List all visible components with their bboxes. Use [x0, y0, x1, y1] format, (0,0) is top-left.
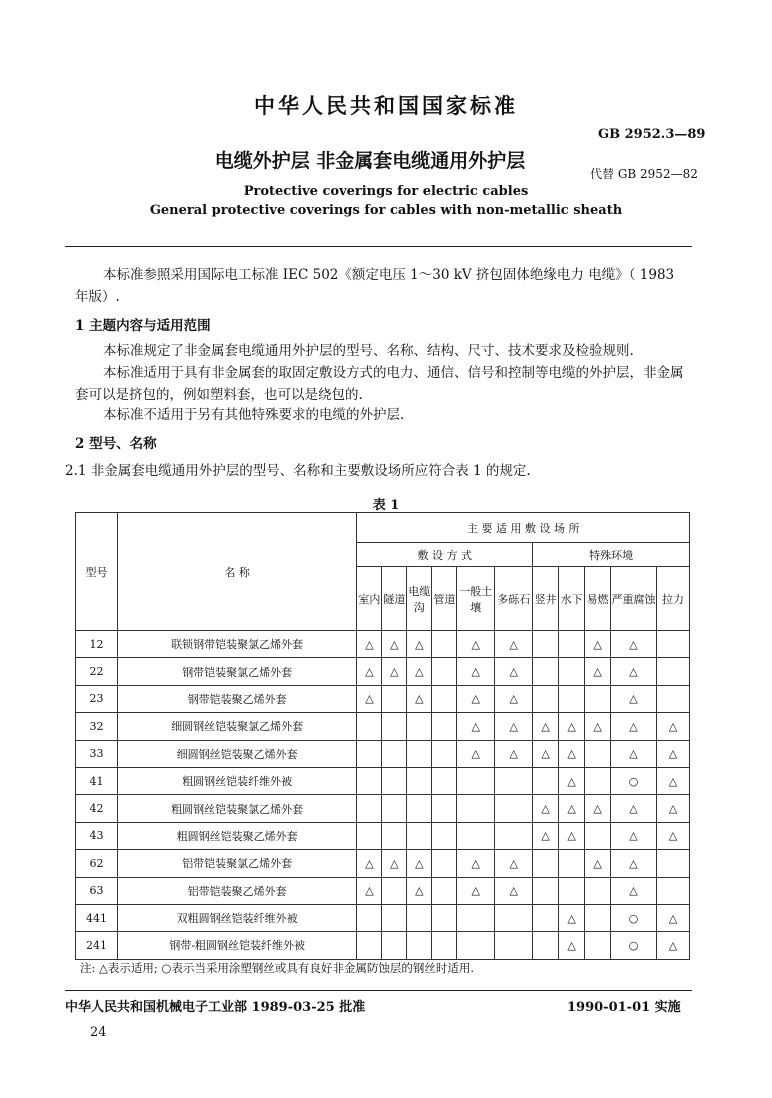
row-cell: △ [559, 904, 585, 931]
row-name: 细圆钢丝铠装聚乙烯外套 [117, 740, 356, 767]
title-chinese: 电缆外护层 非金属套电缆通用外护层 [214, 150, 526, 172]
row-cell [382, 822, 407, 849]
row-cell [533, 685, 559, 712]
row-cell: △ [357, 658, 382, 685]
row-cell: ○ [611, 904, 657, 931]
col-corrosion: 严重腐蚀 [611, 567, 657, 631]
top-rule [65, 246, 692, 247]
row-cell: △ [656, 713, 689, 740]
row-name: 铝带铠装聚氯乙烯外套 [117, 850, 356, 877]
row-cell: △ [495, 658, 533, 685]
row-cell: △ [357, 631, 382, 658]
col-tension: 拉力 [656, 567, 689, 631]
row-cell: △ [357, 850, 382, 877]
row-cell [457, 904, 495, 931]
row-model: 32 [76, 713, 118, 740]
row-model: 22 [76, 658, 118, 685]
row-cell: △ [611, 713, 657, 740]
row-cell: △ [495, 740, 533, 767]
section-1-title: 1 主题内容与适用范围 [75, 318, 211, 334]
row-cell: △ [585, 631, 611, 658]
row-cell: △ [559, 795, 585, 822]
row-cell: △ [559, 767, 585, 794]
section-1-paragraph-2: 本标准适用于具有非金属套的取固定敷设方式的电力、通信、信号和控制等电缆的外护层，非金属套可以是挤包的，例如塑料套，也可以是绕包的. [75, 365, 684, 403]
row-cell: △ [382, 850, 407, 877]
row-cell: △ [559, 740, 585, 767]
row-name: 钢带铠装聚氯乙烯外套 [117, 658, 356, 685]
row-cell [457, 932, 495, 959]
intro-paragraph: 本标准参照采用国际电工标准 IEC 502《额定电压 1～30 kV 挤包固体绝缘电力 电缆》（ 1983 年版）. [75, 267, 675, 305]
row-model: 241 [76, 932, 118, 959]
row-cell [533, 631, 559, 658]
row-cell: △ [495, 631, 533, 658]
row-cell: △ [656, 904, 689, 931]
row-cell: △ [407, 850, 432, 877]
row-cell: △ [495, 685, 533, 712]
table-row [76, 822, 690, 849]
row-model: 12 [76, 631, 118, 658]
row-name: 钢带铠装聚乙烯外套 [117, 685, 356, 712]
row-cell [533, 932, 559, 959]
row-cell [533, 904, 559, 931]
row-cell [559, 685, 585, 712]
table-row [76, 740, 690, 767]
row-cell [357, 795, 382, 822]
row-cell: △ [495, 877, 533, 904]
row-name: 双粗圆钢丝铠装纤维外被 [117, 904, 356, 931]
table-caption: 表 1 [372, 498, 400, 513]
table-row [76, 932, 690, 959]
row-cell [382, 932, 407, 959]
row-cell [656, 877, 689, 904]
row-cell: △ [533, 795, 559, 822]
table-row [76, 658, 690, 685]
row-cell [457, 767, 495, 794]
row-cell: △ [611, 658, 657, 685]
row-model: 33 [76, 740, 118, 767]
row-cell [585, 932, 611, 959]
table-row [76, 767, 690, 794]
row-cell [585, 904, 611, 931]
row-cell [495, 822, 533, 849]
table-row [76, 877, 690, 904]
row-cell: △ [656, 822, 689, 849]
table-row [76, 713, 690, 740]
row-cell [432, 658, 457, 685]
col-buried-general: 一般土壤 [457, 567, 495, 631]
row-cell [585, 685, 611, 712]
row-name: 钢带-粗圆钢丝铠装纤维外被 [117, 932, 356, 959]
row-cell [533, 767, 559, 794]
row-cell: △ [656, 795, 689, 822]
row-cell [533, 877, 559, 904]
header-special-env: 特殊环境 [533, 543, 690, 567]
row-model: 62 [76, 850, 118, 877]
row-cell: △ [357, 877, 382, 904]
row-name: 细圆钢丝铠装聚氯乙烯外套 [117, 713, 356, 740]
table-row [76, 850, 690, 877]
row-cell [495, 904, 533, 931]
row-cell [533, 658, 559, 685]
row-cell [407, 740, 432, 767]
implementation-date: 1990-01-01 实施 [567, 1000, 681, 1015]
header-laying-method: 敷 设 方 式 [357, 543, 533, 567]
row-cell [432, 685, 457, 712]
row-cell [382, 795, 407, 822]
row-cell: △ [559, 713, 585, 740]
row-name: 联锁钢带铠装聚氯乙烯外套 [117, 631, 356, 658]
row-cell [457, 822, 495, 849]
row-cell [432, 932, 457, 959]
row-cell: △ [533, 713, 559, 740]
row-cell [357, 713, 382, 740]
standard-number: GB 2952.3—89 [598, 127, 706, 142]
row-cell [357, 904, 382, 931]
row-cell [559, 658, 585, 685]
row-model: 441 [76, 904, 118, 931]
table-row [76, 685, 690, 712]
row-cell [533, 850, 559, 877]
row-cell: △ [382, 658, 407, 685]
row-cell: △ [457, 685, 495, 712]
row-cell: △ [611, 850, 657, 877]
col-buried-gravel: 多砾石 [495, 567, 533, 631]
col-indoor: 室内 [357, 567, 382, 631]
replaces-standard: 代替 GB 2952—82 [590, 167, 698, 181]
row-cell [495, 932, 533, 959]
row-model: 43 [76, 822, 118, 849]
row-cell: ○ [611, 767, 657, 794]
row-cell [432, 904, 457, 931]
row-cell: △ [495, 850, 533, 877]
bottom-rule [65, 990, 692, 991]
row-cell: △ [611, 631, 657, 658]
row-cell: △ [585, 795, 611, 822]
row-cell [382, 904, 407, 931]
row-cell: △ [357, 685, 382, 712]
table-row [76, 631, 690, 658]
row-cell [559, 877, 585, 904]
title-english-2: General protective coverings for cables with non-metallic sheath [149, 203, 623, 218]
approval-line: 中华人民共和国机械电子工业部 1989-03-25 批准 [65, 1000, 366, 1015]
row-cell: △ [407, 658, 432, 685]
row-cell [407, 713, 432, 740]
row-cell [407, 904, 432, 931]
page-number: 24 [90, 1025, 107, 1040]
row-cell [432, 767, 457, 794]
row-cell [585, 877, 611, 904]
row-model: 41 [76, 767, 118, 794]
row-model: 42 [76, 795, 118, 822]
row-cell: △ [407, 685, 432, 712]
row-cell: △ [495, 713, 533, 740]
row-cell [656, 631, 689, 658]
row-cell: △ [611, 822, 657, 849]
row-name: 铝带铠装聚乙烯外套 [117, 877, 356, 904]
row-cell: △ [407, 631, 432, 658]
row-cell [432, 822, 457, 849]
row-name: 粗圆钢丝铠装聚氯乙烯外套 [117, 795, 356, 822]
row-cell [432, 795, 457, 822]
row-cell: △ [457, 850, 495, 877]
row-cell: △ [611, 795, 657, 822]
row-cell: △ [611, 740, 657, 767]
section-1-paragraph-3: 本标准不适用于另有其他特殊要求的电缆的外护层. [103, 407, 405, 423]
row-cell: △ [611, 877, 657, 904]
row-cell [585, 822, 611, 849]
row-cell [382, 740, 407, 767]
row-cell [382, 877, 407, 904]
row-cell [457, 795, 495, 822]
row-cell: ○ [611, 932, 657, 959]
row-cell [432, 713, 457, 740]
row-cell [382, 767, 407, 794]
row-cell [656, 685, 689, 712]
row-cell [559, 850, 585, 877]
row-cell [407, 767, 432, 794]
header-main-sites: 主 要 适 用 敷 设 场 所 [357, 513, 690, 543]
header-model: 型号 [76, 513, 118, 631]
col-shaft: 竖井 [533, 567, 559, 631]
row-cell [357, 932, 382, 959]
section-2-title: 2 型号、名称 [75, 436, 157, 452]
row-cell [407, 795, 432, 822]
row-cell [656, 658, 689, 685]
spec-table [75, 512, 690, 960]
row-cell: △ [407, 877, 432, 904]
row-cell: △ [457, 631, 495, 658]
row-cell [495, 767, 533, 794]
row-cell [432, 850, 457, 877]
row-model: 23 [76, 685, 118, 712]
row-cell: △ [533, 822, 559, 849]
row-cell [382, 713, 407, 740]
col-flammable: 易燃 [585, 567, 611, 631]
row-cell: △ [656, 740, 689, 767]
row-cell: △ [585, 658, 611, 685]
row-cell [407, 822, 432, 849]
row-cell [559, 631, 585, 658]
col-cable-trench: 电缆沟 [407, 567, 432, 631]
title-english-1: Protective coverings for electric cables [243, 184, 529, 199]
row-cell: △ [457, 740, 495, 767]
row-cell [585, 767, 611, 794]
row-cell [357, 822, 382, 849]
row-cell: △ [533, 740, 559, 767]
row-cell: △ [559, 932, 585, 959]
section-2-1-paragraph: 2.1 非金属套电缆通用外护层的型号、名称和主要敷设场所应符合表 1 的规定. [65, 463, 531, 479]
col-pipe: 管道 [432, 567, 457, 631]
org-heading: 中华人民共和国国家标准 [254, 94, 518, 118]
row-cell [495, 795, 533, 822]
row-cell: △ [559, 822, 585, 849]
row-cell [407, 932, 432, 959]
col-underwater: 水下 [559, 567, 585, 631]
row-name: 粗圆钢丝铠装纤维外被 [117, 767, 356, 794]
header-name: 名 称 [117, 513, 356, 631]
row-cell [432, 740, 457, 767]
row-model: 63 [76, 877, 118, 904]
row-cell [432, 631, 457, 658]
row-cell: △ [656, 767, 689, 794]
row-cell: △ [457, 713, 495, 740]
row-cell: △ [656, 932, 689, 959]
row-cell: △ [457, 658, 495, 685]
row-cell: △ [611, 685, 657, 712]
col-tunnel: 隧道 [382, 567, 407, 631]
row-cell [357, 740, 382, 767]
row-cell [585, 740, 611, 767]
row-cell [656, 850, 689, 877]
row-cell [382, 685, 407, 712]
row-cell: △ [457, 877, 495, 904]
row-cell: △ [382, 631, 407, 658]
table-row [76, 904, 690, 931]
row-cell: △ [585, 850, 611, 877]
row-cell: △ [585, 713, 611, 740]
table-note: 注: △表示适用; ○表示当采用涂塑钢丝或具有良好非金属防蚀层的钢丝时适用. [80, 961, 475, 975]
row-cell [432, 877, 457, 904]
table-row [76, 795, 690, 822]
row-name: 粗圆钢丝铠装聚乙烯外套 [117, 822, 356, 849]
section-1-paragraph-1: 本标准规定了非金属套电缆通用外护层的型号、名称、结构、尺寸、技术要求及检验规则. [103, 343, 634, 359]
row-cell [357, 767, 382, 794]
